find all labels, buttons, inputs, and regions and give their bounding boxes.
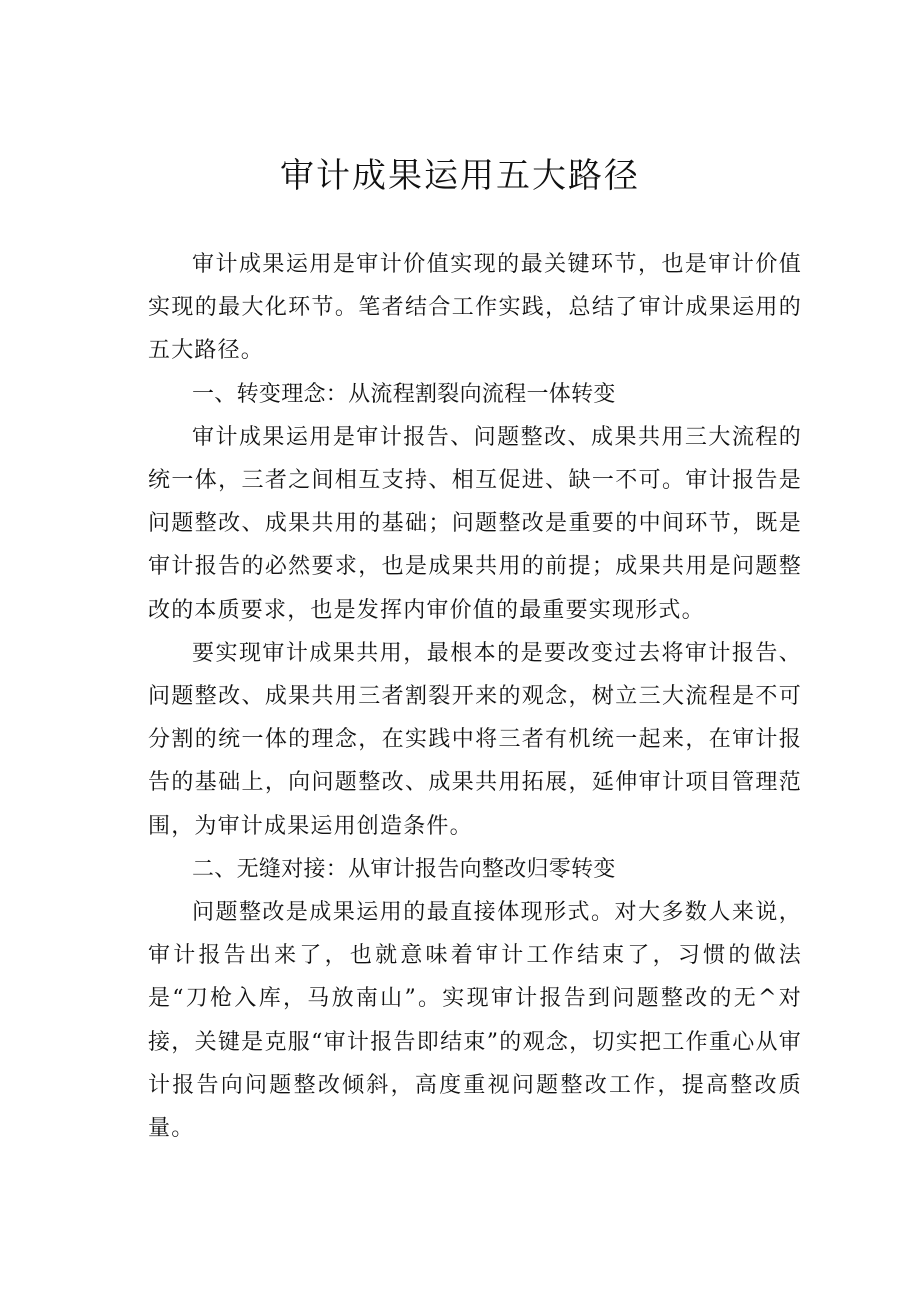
section-1-paragraph-1: 审计成果运用是审计报告、问题整改、成果共用三大流程的统一体，三者之间相互支持、相互促进、缺一不可。审计报告是问题整改、成果共用的基础；问题整改是重要的中间环节，既是审计报告的必然要求，也是成果共用的前提；成果共用是问题整改的本质要求，也是发挥内审价值的最重要实现形式。 <box>148 424 802 623</box>
intro-paragraph: 审计成果运用是审计价值实现的最关键环节，也是审计价值实现的最大化环节。笔者结合工作实践，总结了审计成果运用的五大路径。 <box>148 252 802 364</box>
section-1-paragraph-2: 要实现审计成果共用，最根本的是要改变过去将审计报告、问题整改、成果共用三者割裂开来的观念，树立三大流程是不可分割的统一体的理念，在实践中将三者有机统一起来，在审计报告的基础上，向问题整改、成果共用拓展，延伸审计项目管理范围，为审计成果运用创造条件。 <box>148 640 802 839</box>
section-heading-2: 二、无缝对接：从审计报告向整改归零转变 <box>192 856 616 882</box>
section-heading-1: 一、转变理念：从流程割裂向流程一体转变 <box>192 381 616 407</box>
document-body <box>148 243 802 1150</box>
section-2-paragraph-1: 问题整改是成果运用的最直接体现形式。对大多数人来说，审计报告出来了，也就意味着审计工作结束了，习惯的做法是“刀枪入库，马放南山”。实现审计报告到问题整改的无^对接，关键是克服“审计报告即结束”的观念，切实把工作重心从审计报告向问题整改倾斜，高度重视问题整改工作，提高整改质量。 <box>148 900 802 1142</box>
document-title: 审计成果运用五大路径 <box>280 156 640 196</box>
